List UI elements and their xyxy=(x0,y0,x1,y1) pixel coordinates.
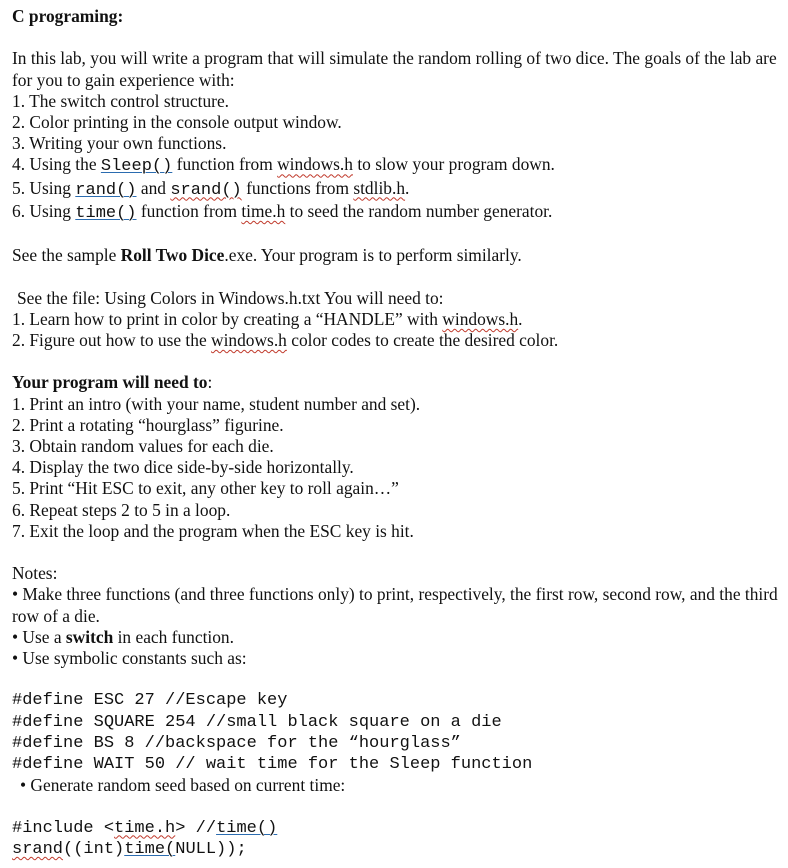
time-code: time() xyxy=(75,203,137,223)
srand-line: srand((int)time(NULL)); xyxy=(12,839,247,859)
need-step: 6. Repeat steps 2 to 5 in a loop. xyxy=(12,499,231,520)
sleep-code: Sleep() xyxy=(100,157,173,177)
note-item: • Use symbolic constants such as: xyxy=(12,648,247,669)
need-step: 1. Print an intro (with your name, student number and set). xyxy=(12,393,421,414)
need-step: 2. Print a rotating “hourglass” figurine. xyxy=(12,414,284,435)
intro-paragraph: In this lab, you will write a program that will simulate the random rolling of two dice. The goals of the lab are for you to gain experience with: xyxy=(12,48,777,90)
goal-item: 6. Using time() function from time.h to seed the random number generator. xyxy=(12,200,553,223)
document xyxy=(12,6,780,860)
sample-line: See the sample Roll Two Dice.exe. Your program is to perform similarly. xyxy=(12,245,522,266)
need-step: 4. Display the two dice side-by-side horizontally. xyxy=(12,457,354,478)
define-line: #define SQUARE 254 //small black square on a die xyxy=(12,712,502,732)
notes-heading: Notes: xyxy=(12,563,58,584)
colors-file-line: See the file: Using Colors in Windows.h.txt You will need to: xyxy=(17,287,444,308)
note-item: • Make three functions (and three functions only) to print, respectively, the first row, second row, and the third row of a die. xyxy=(12,584,778,626)
stdlib-h-text: stdlib.h xyxy=(353,177,406,198)
note-item: • Use a switch in each function. xyxy=(12,626,234,647)
goal-item: 5. Using rand() and srand() functions from stdlib.h. xyxy=(12,177,410,200)
rand-code: rand() xyxy=(75,180,137,200)
goal-item: 2. Color printing in the console output window. xyxy=(12,112,342,132)
goal-item: 3. Writing your own functions. xyxy=(12,133,227,154)
goal-item: 1. The switch control structure. xyxy=(12,90,230,111)
srand-code: srand() xyxy=(170,180,242,200)
define-line: #define WAIT 50 // wait time for the Sleep function xyxy=(12,755,533,775)
need-step: 3. Obtain random values for each die. xyxy=(12,436,274,456)
goal-item: 4. Using the Sleep() function from windows.h to slow your program down. xyxy=(12,154,555,177)
windows-h-text: windows.h xyxy=(277,154,353,175)
note-item: • Generate random seed based on current time: xyxy=(20,775,346,796)
define-line: #define BS 8 //backspace for the “hourglass” xyxy=(12,733,461,753)
define-line: #define ESC 27 //Escape key xyxy=(12,691,288,711)
page-title: C programing: xyxy=(12,6,124,26)
include-line: #include <time.h> //time() xyxy=(12,818,278,838)
needs-heading: Your program will need to: xyxy=(12,372,213,393)
colors-step: 2. Figure out how to use the windows.h color codes to create the desired color. xyxy=(12,330,559,350)
colors-step: 1. Learn how to print in color by creating a “HANDLE” with windows.h. xyxy=(12,308,523,329)
need-step: 5. Print “Hit ESC to exit, any other key to roll again…” xyxy=(12,478,399,499)
time-h-text: time.h xyxy=(241,200,286,221)
need-step: 7. Exit the loop and the program when the ESC key is hit. xyxy=(12,520,414,541)
